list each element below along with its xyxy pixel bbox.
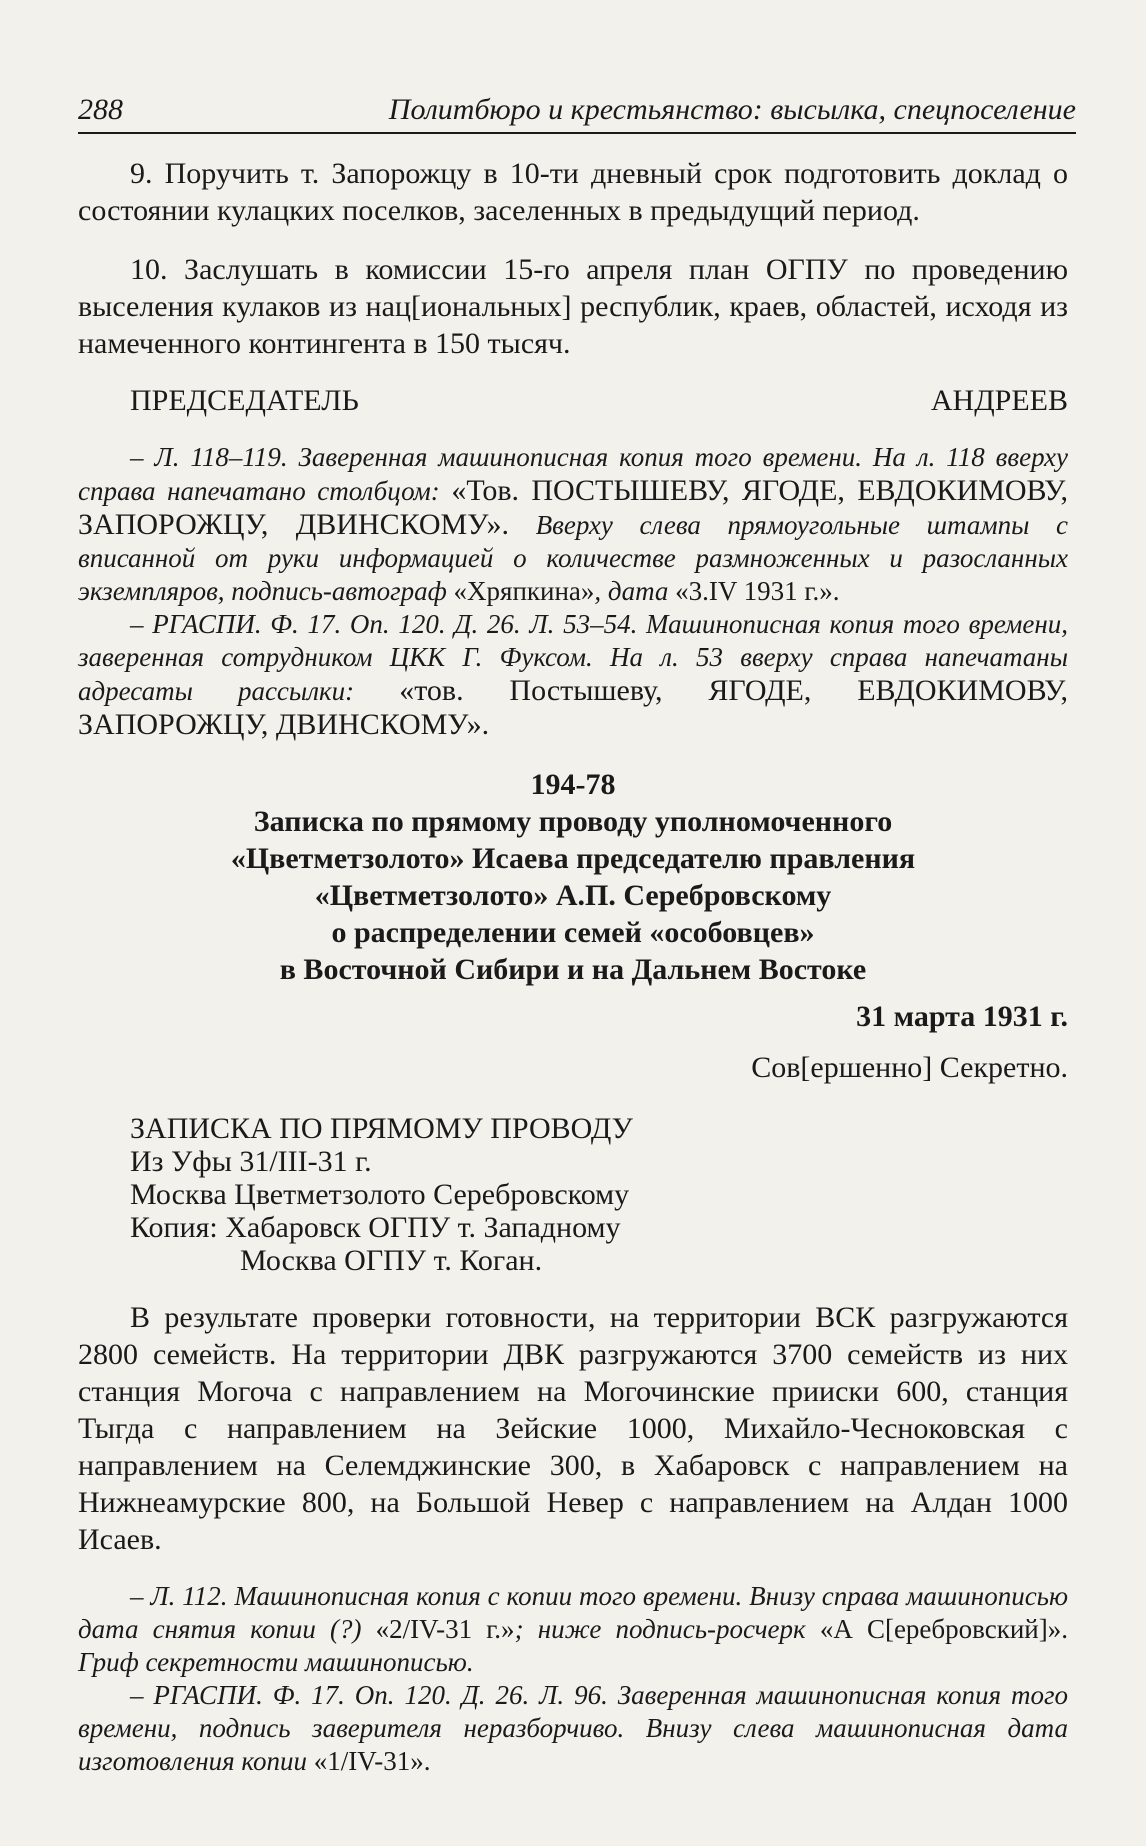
archival-note-3 <box>78 1580 1068 1679</box>
note-1-text-d: «Хряпкина» <box>453 576 595 606</box>
body-paragraph: В результате проверки готовности, на территории ВСК разгружаются 2800 семейств. На территории ДВК разгружаются 3700 семейств из них станция Могоча с направлением на Могочинские прииски 600, станция Тыгда с направлением на Зейские 1000, Михайло-Чесноковская с направлением на Селемджинские 300, в Хабаровск с направлением на Нижнеамурские 800, на Большой Невер с направлением на Алдан 1000 Исаев. <box>78 1301 1068 1556</box>
secrecy-stamp: Сов[ершенно] Секретно. <box>751 1051 1068 1084</box>
page-number: 288 <box>78 93 123 126</box>
note-4-text-a: – РГАСПИ. Ф. 17. Оп. 120. Д. 26. Л. 96. Заверенная машинописная копия того времени, подпись заверителя неразборчиво. Внизу слева машинописная дата изготовления копии <box>78 1680 1068 1776</box>
address-line-1: ЗАПИСКА ПО ПРЯМОМУ ПРОВОДУ <box>130 1112 633 1145</box>
note-3-text-a: – Л. 112. Машинописная копия с копии того времени. Внизу справа машинописью дата снятия копии (?) <box>78 1581 1068 1644</box>
note-2-text-a: – РГАСПИ. Ф. 17. Оп. 120. Д. 26. Л. 53–54. Машинописная копия того времени, заверенная сотрудником ЦКК Г. Фуксом. На л. 53 вверху справа напечатаны адресаты рассылки: <box>78 609 1068 706</box>
signature-block <box>78 382 1068 419</box>
title-line-4: о распределении семей «особовцев» <box>331 916 815 949</box>
document-title <box>78 803 1068 988</box>
running-header <box>78 92 1076 134</box>
note-1-text-a: – Л. 118–119. Заверенная машинописная копия того времени. На л. 118 вверху справа напечатано столбцом: <box>78 442 1068 506</box>
note-2-text-b: «тов. Постышеву, ЯГОДЕ, ЕВДОКИМОВУ, ЗАПОРОЖЦУ, ДВИНСКОМУ». <box>78 674 1068 741</box>
page-content <box>78 155 1068 1778</box>
document-number: 194-78 <box>530 768 616 801</box>
archival-note-4 <box>78 1679 1068 1778</box>
address-block <box>78 1112 1068 1277</box>
signature-name: АНДРЕЕВ <box>930 384 1068 417</box>
paragraph-10: 10. Заслушать в комиссии 15-го апреля план ОГПУ по проведению выселения кулаков из нац[иональных] республик, краев, областей, исходя из намеченного контингента в 150 тысяч. <box>78 253 1068 360</box>
address-line-2: Из Уфы 31/III-31 г. <box>130 1145 372 1178</box>
paragraph-9: 9. Поручить т. Запорожцу в 10-ти дневный срок подготовить доклад о состоянии кулацких поселков, заселенных в предыдущий период. <box>78 157 1068 227</box>
note-1-text-b: «Тов. ПОСТЫШЕВУ, ЯГОДЕ, ЕВДОКИМОВУ, ЗАПОРОЖЦУ, ДВИНСКОМУ». <box>78 474 1068 541</box>
archival-note-2 <box>78 608 1068 742</box>
note-3-text-b: «2/IV-31 г.» <box>375 1614 515 1644</box>
note-3-text-d: «А С[еребровский]». <box>819 1614 1068 1644</box>
note-3-text-e: Гриф секретности машинописью. <box>78 1647 474 1677</box>
note-4-text-b: «1/IV-31». <box>313 1746 431 1776</box>
running-title: Политбюро и крестьянство: высылка, спецпоселение <box>388 93 1076 126</box>
title-line-1: Записка по прямому проводу уполномоченного <box>253 805 893 838</box>
address-line-4: Копия: Хабаровск ОГПУ т. Западному <box>130 1211 621 1244</box>
address-line-3: Москва Цветметзолото Серебровскому <box>130 1178 630 1211</box>
address-line-5: Москва ОГПУ т. Коган. <box>240 1244 543 1277</box>
archival-note-1 <box>78 441 1068 608</box>
note-1-text-c: Вверху слева прямоугольные штампы с вписанной от руки информацией о количестве размноженных и разосланных экземпляров, подпись-автограф <box>78 510 1068 606</box>
note-1-text-f: «3.IV 1931 г.». <box>675 576 840 606</box>
title-line-2: «Цветметзолото» Исаева председателю правления <box>230 842 916 875</box>
document-date: 31 марта 1931 г. <box>856 1000 1068 1033</box>
note-3-text-c: ; ниже подпись-росчерк <box>514 1614 820 1644</box>
note-1-text-e: , дата <box>594 576 676 606</box>
signature-role: ПРЕДСЕДАТЕЛЬ <box>130 384 359 417</box>
title-line-3: «Цветметзолото» А.П. Серебровскому <box>314 879 832 912</box>
title-line-5: в Восточной Сибири и на Дальнем Востоке <box>279 953 867 986</box>
